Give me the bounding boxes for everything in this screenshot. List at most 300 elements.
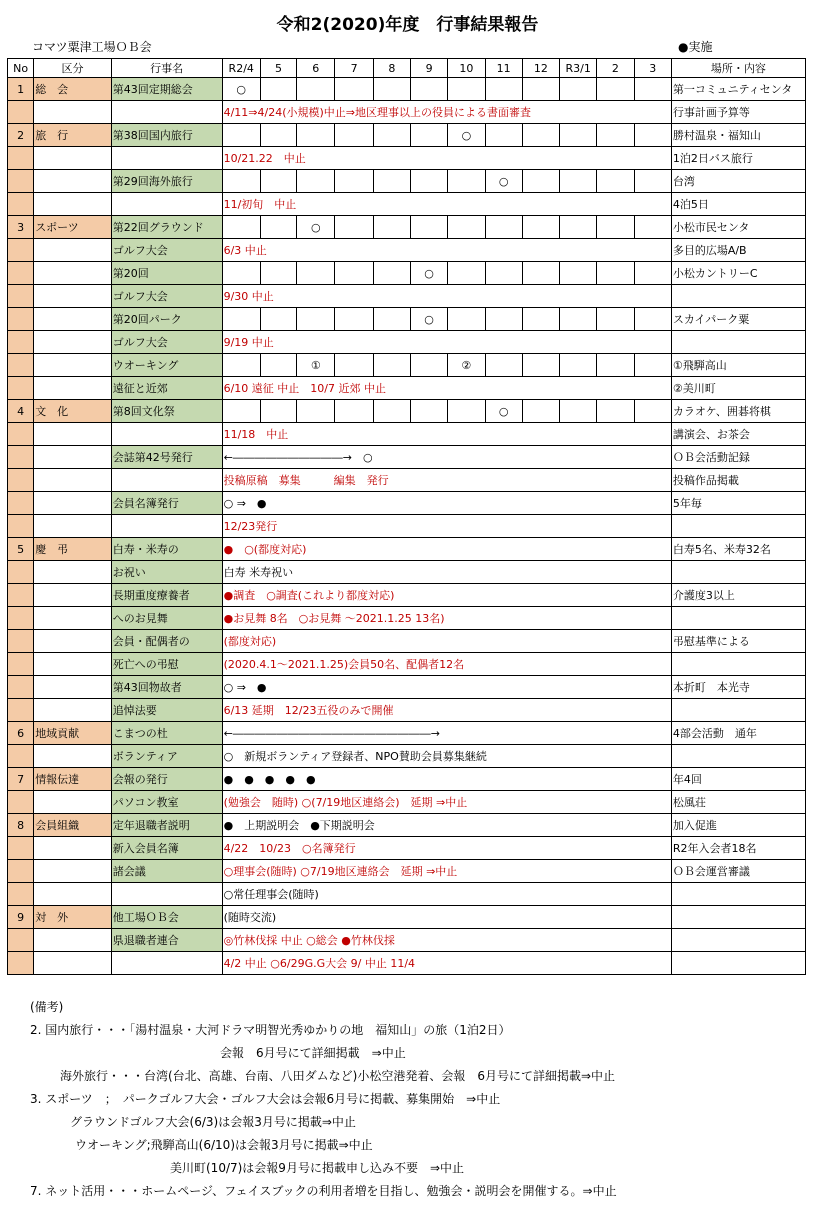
row-schedule-text: 9/30 中止 bbox=[222, 285, 671, 308]
month-cell bbox=[522, 216, 559, 239]
row-number bbox=[8, 883, 34, 906]
month-cell bbox=[335, 78, 373, 101]
row-place: 1泊2日バス旅行 bbox=[671, 147, 805, 170]
row-category bbox=[34, 653, 112, 676]
row-event: ボランティア bbox=[111, 745, 222, 768]
month-cell bbox=[297, 124, 335, 147]
month-cell bbox=[410, 124, 447, 147]
row-schedule-text: 12/23発行 bbox=[222, 515, 671, 538]
header-cell: No bbox=[8, 59, 34, 78]
row-schedule-text: (随時交流) bbox=[222, 906, 671, 929]
month-cell bbox=[222, 262, 260, 285]
table-row bbox=[8, 676, 806, 699]
table-row bbox=[8, 423, 806, 446]
row-number bbox=[8, 285, 34, 308]
month-cell bbox=[597, 124, 634, 147]
row-number: 1 bbox=[8, 78, 34, 101]
row-event: 他工場ＯＢ会 bbox=[111, 906, 222, 929]
row-schedule-text: ◎竹林伐採 中止 ○総会 ●竹林伐採 bbox=[222, 929, 671, 952]
month-cell bbox=[485, 216, 522, 239]
table-row bbox=[8, 561, 806, 584]
table-row bbox=[8, 400, 806, 423]
row-place bbox=[671, 331, 805, 354]
row-place: スカイパーク粟 bbox=[671, 308, 805, 331]
table-row bbox=[8, 745, 806, 768]
row-schedule-text: 11/18 中止 bbox=[222, 423, 671, 446]
table-row bbox=[8, 584, 806, 607]
row-number: 8 bbox=[8, 814, 34, 837]
month-cell bbox=[634, 124, 671, 147]
month-cell bbox=[485, 78, 522, 101]
row-category bbox=[34, 561, 112, 584]
row-schedule-text: 9/19 中止 bbox=[222, 331, 671, 354]
row-event bbox=[111, 423, 222, 446]
row-event bbox=[111, 952, 222, 975]
month-cell bbox=[634, 262, 671, 285]
table-row bbox=[8, 630, 806, 653]
row-number bbox=[8, 653, 34, 676]
row-event bbox=[111, 147, 222, 170]
row-place: 松風荘 bbox=[671, 791, 805, 814]
row-schedule-text: 6/10 遠征 中止 10/7 近郊 中止 bbox=[222, 377, 671, 400]
row-place: 第一コミュニティセンタ bbox=[671, 78, 805, 101]
row-category: 総 会 bbox=[34, 78, 112, 101]
table-row bbox=[8, 607, 806, 630]
row-event: パソコン教室 bbox=[111, 791, 222, 814]
row-number bbox=[8, 239, 34, 262]
row-schedule-text: (2020.4.1～2021.1.25)会員50名、配偶者12名 bbox=[222, 653, 671, 676]
note-line: (備考) bbox=[30, 1000, 64, 1014]
note-line: 2. 国内旅行・・・「湯村温泉・大河ドラマ明智光秀ゆかりの地 福知山」の旅（1泊2日） bbox=[30, 1023, 511, 1037]
month-cell: ○ bbox=[410, 262, 447, 285]
org-name: コマツ粟津工場ＯＢ会 bbox=[32, 40, 152, 54]
row-category bbox=[34, 308, 112, 331]
table-row bbox=[8, 860, 806, 883]
header-cell: 場所・内容 bbox=[671, 59, 805, 78]
month-cell: ○ bbox=[485, 400, 522, 423]
row-category bbox=[34, 170, 112, 193]
month-cell bbox=[560, 400, 597, 423]
row-place: 台湾 bbox=[671, 170, 805, 193]
month-cell bbox=[297, 308, 335, 331]
month-cell bbox=[597, 170, 634, 193]
header-cell: 7 bbox=[335, 59, 373, 78]
month-cell bbox=[597, 400, 634, 423]
row-schedule-text: (都度対応) bbox=[222, 630, 671, 653]
row-schedule-text: 6/13 延期 12/23五役のみで開催 bbox=[222, 699, 671, 722]
month-cell bbox=[560, 124, 597, 147]
month-cell bbox=[297, 170, 335, 193]
header-cell: 12 bbox=[522, 59, 559, 78]
header-cell: 区分 bbox=[34, 59, 112, 78]
row-schedule-text: ● 上期説明会 ●下期説明会 bbox=[222, 814, 671, 837]
month-cell bbox=[597, 354, 634, 377]
table-row bbox=[8, 906, 806, 929]
table-row bbox=[8, 308, 806, 331]
row-place: ＯＢ会運営審議 bbox=[671, 860, 805, 883]
legend-implemented: ●実施 bbox=[678, 40, 713, 54]
row-place: 白寿5名、米寿32名 bbox=[671, 538, 805, 561]
row-number bbox=[8, 630, 34, 653]
row-event: 第22回グラウンド bbox=[111, 216, 222, 239]
table-row bbox=[8, 883, 806, 906]
header-cell: R3/1 bbox=[560, 59, 597, 78]
month-cell bbox=[410, 354, 447, 377]
table-row bbox=[8, 768, 806, 791]
row-number bbox=[8, 492, 34, 515]
table-row bbox=[8, 653, 806, 676]
month-cell bbox=[410, 78, 447, 101]
row-event: ゴルフ大会 bbox=[111, 285, 222, 308]
row-place: 本折町 本光寺 bbox=[671, 676, 805, 699]
row-event: 長期重度療養者 bbox=[111, 584, 222, 607]
row-category bbox=[34, 446, 112, 469]
header-cell: 2 bbox=[597, 59, 634, 78]
header-cell: 8 bbox=[373, 59, 410, 78]
row-schedule-text: 10/21.22 中止 bbox=[222, 147, 671, 170]
month-cell bbox=[373, 124, 410, 147]
month-cell: ○ bbox=[485, 170, 522, 193]
row-place: 4泊5日 bbox=[671, 193, 805, 216]
month-cell bbox=[522, 354, 559, 377]
month-cell bbox=[634, 78, 671, 101]
month-cell bbox=[560, 170, 597, 193]
note-line: 会報 6月号にて詳細掲載 ⇒中止 bbox=[220, 1046, 406, 1060]
row-event: 会員・配偶者の bbox=[111, 630, 222, 653]
header-cell: 6 bbox=[297, 59, 335, 78]
month-cell bbox=[260, 400, 296, 423]
month-cell bbox=[560, 354, 597, 377]
row-event bbox=[111, 469, 222, 492]
row-event: 第20回パーク bbox=[111, 308, 222, 331]
row-place: ＯＢ会活動記録 bbox=[671, 446, 805, 469]
row-event bbox=[111, 883, 222, 906]
month-cell bbox=[373, 216, 410, 239]
month-cell bbox=[222, 308, 260, 331]
month-cell bbox=[410, 400, 447, 423]
row-category: 慶 弔 bbox=[34, 538, 112, 561]
row-category bbox=[34, 262, 112, 285]
header-cell: 5 bbox=[260, 59, 296, 78]
row-schedule-text: ←――――――――――→ ○ bbox=[222, 446, 671, 469]
table-row bbox=[8, 469, 806, 492]
row-category: 文 化 bbox=[34, 400, 112, 423]
row-place bbox=[671, 745, 805, 768]
row-category bbox=[34, 423, 112, 446]
row-category bbox=[34, 331, 112, 354]
row-category bbox=[34, 837, 112, 860]
row-schedule-text: ●お見舞 8名 ○お見舞 ～2021.1.25 13名) bbox=[222, 607, 671, 630]
row-category bbox=[34, 745, 112, 768]
row-category bbox=[34, 515, 112, 538]
month-cell bbox=[597, 216, 634, 239]
row-place bbox=[671, 561, 805, 584]
row-category bbox=[34, 492, 112, 515]
row-place bbox=[671, 906, 805, 929]
month-cell bbox=[222, 124, 260, 147]
row-number: 3 bbox=[8, 216, 34, 239]
month-cell bbox=[260, 216, 296, 239]
table-row bbox=[8, 147, 806, 170]
row-number: 4 bbox=[8, 400, 34, 423]
month-cell bbox=[485, 308, 522, 331]
page-title: 令和2(2020)年度 行事結果報告 bbox=[276, 15, 539, 35]
row-place: 講演会、お茶会 bbox=[671, 423, 805, 446]
table-row bbox=[8, 331, 806, 354]
row-number bbox=[8, 561, 34, 584]
row-place bbox=[671, 607, 805, 630]
table-row bbox=[8, 170, 806, 193]
row-place bbox=[671, 883, 805, 906]
month-cell bbox=[485, 262, 522, 285]
row-event: 第8回文化祭 bbox=[111, 400, 222, 423]
row-place: ②美川町 bbox=[671, 377, 805, 400]
row-place: 弔慰基準による bbox=[671, 630, 805, 653]
row-place: 小松市民センタ bbox=[671, 216, 805, 239]
row-category bbox=[34, 607, 112, 630]
row-number: 2 bbox=[8, 124, 34, 147]
header-cell: 行事名 bbox=[111, 59, 222, 78]
row-event: 白寿・米寿の bbox=[111, 538, 222, 561]
row-number bbox=[8, 607, 34, 630]
month-cell bbox=[297, 78, 335, 101]
table-row bbox=[8, 515, 806, 538]
row-place bbox=[671, 699, 805, 722]
row-number bbox=[8, 929, 34, 952]
month-cell bbox=[448, 262, 485, 285]
row-category bbox=[34, 377, 112, 400]
row-event: 第20回 bbox=[111, 262, 222, 285]
row-number bbox=[8, 193, 34, 216]
row-number bbox=[8, 699, 34, 722]
row-number bbox=[8, 423, 34, 446]
month-cell bbox=[335, 124, 373, 147]
row-category bbox=[34, 952, 112, 975]
header-cell: 11 bbox=[485, 59, 522, 78]
table-row bbox=[8, 377, 806, 400]
month-cell bbox=[485, 354, 522, 377]
row-event: ウオーキング bbox=[111, 354, 222, 377]
row-category: 会員組織 bbox=[34, 814, 112, 837]
row-event: 会報の発行 bbox=[111, 768, 222, 791]
header-cell: R2/4 bbox=[222, 59, 260, 78]
note-line: ウオーキング;飛騨高山(6/10)は会報3月号に掲載⇒中止 bbox=[75, 1138, 373, 1152]
row-category bbox=[34, 883, 112, 906]
month-cell bbox=[522, 308, 559, 331]
table-row bbox=[8, 285, 806, 308]
row-category bbox=[34, 354, 112, 377]
month-cell bbox=[448, 400, 485, 423]
table-row bbox=[8, 78, 806, 101]
row-schedule-text: ○ ⇒ ● bbox=[222, 492, 671, 515]
row-number bbox=[8, 446, 34, 469]
row-event: 会員名簿発行 bbox=[111, 492, 222, 515]
row-place: 投稿作品掲載 bbox=[671, 469, 805, 492]
month-cell bbox=[485, 124, 522, 147]
row-schedule-text: ○常任理事会(随時) bbox=[222, 883, 671, 906]
month-cell bbox=[373, 400, 410, 423]
row-category bbox=[34, 193, 112, 216]
row-schedule-text: 白寿 米寿祝い bbox=[222, 561, 671, 584]
row-number bbox=[8, 331, 34, 354]
table-row bbox=[8, 791, 806, 814]
row-number bbox=[8, 170, 34, 193]
row-category bbox=[34, 285, 112, 308]
row-number bbox=[8, 262, 34, 285]
row-number bbox=[8, 354, 34, 377]
table-row bbox=[8, 722, 806, 745]
month-cell bbox=[448, 170, 485, 193]
row-event: 会誌第42号発行 bbox=[111, 446, 222, 469]
month-cell bbox=[634, 400, 671, 423]
month-cell bbox=[522, 124, 559, 147]
month-cell bbox=[410, 170, 447, 193]
month-cell bbox=[522, 400, 559, 423]
month-cell bbox=[260, 354, 296, 377]
month-cell bbox=[260, 170, 296, 193]
row-number bbox=[8, 147, 34, 170]
row-place: R2年入会者18名 bbox=[671, 837, 805, 860]
row-event: 遠征と近郊 bbox=[111, 377, 222, 400]
month-cell bbox=[335, 170, 373, 193]
month-cell bbox=[373, 308, 410, 331]
row-place: 小松カントリーC bbox=[671, 262, 805, 285]
row-number: 6 bbox=[8, 722, 34, 745]
row-event: ゴルフ大会 bbox=[111, 239, 222, 262]
row-schedule-text: 4/22 10/23 ○名簿発行 bbox=[222, 837, 671, 860]
month-cell: ○ bbox=[297, 216, 335, 239]
month-cell bbox=[634, 354, 671, 377]
month-cell bbox=[597, 308, 634, 331]
row-number bbox=[8, 837, 34, 860]
row-event bbox=[111, 193, 222, 216]
month-cell bbox=[373, 262, 410, 285]
month-cell bbox=[634, 216, 671, 239]
row-event: 新入会員名簿 bbox=[111, 837, 222, 860]
row-event: こまつの杜 bbox=[111, 722, 222, 745]
table-row bbox=[8, 538, 806, 561]
row-event: 県退職者連合 bbox=[111, 929, 222, 952]
row-place: ①飛騨高山 bbox=[671, 354, 805, 377]
row-place bbox=[671, 952, 805, 975]
row-number bbox=[8, 377, 34, 400]
table-row bbox=[8, 952, 806, 975]
row-event: 第43回物故者 bbox=[111, 676, 222, 699]
row-event bbox=[111, 515, 222, 538]
month-cell bbox=[522, 78, 559, 101]
month-cell bbox=[448, 78, 485, 101]
row-category: 地域貢献 bbox=[34, 722, 112, 745]
month-cell bbox=[522, 170, 559, 193]
note-line: 7. ネット活用・・・ホームページ、フェイスブックの利用者増を目指し、勉強会・説明会を開催する。⇒中止 bbox=[30, 1184, 617, 1198]
table-row bbox=[8, 929, 806, 952]
month-cell bbox=[373, 78, 410, 101]
row-category bbox=[34, 791, 112, 814]
month-cell bbox=[634, 170, 671, 193]
month-cell bbox=[335, 262, 373, 285]
row-place: 5年毎 bbox=[671, 492, 805, 515]
month-cell: ○ bbox=[448, 124, 485, 147]
row-place: カラオケ、囲碁将棋 bbox=[671, 400, 805, 423]
row-schedule-text: (勉強会 随時) ○(7/19地区連絡会) 延期 ⇒中止 bbox=[222, 791, 671, 814]
row-place: 多目的広場A/B bbox=[671, 239, 805, 262]
row-category: 旅 行 bbox=[34, 124, 112, 147]
row-number bbox=[8, 469, 34, 492]
month-cell bbox=[297, 262, 335, 285]
row-number bbox=[8, 515, 34, 538]
row-category: 情報伝達 bbox=[34, 768, 112, 791]
table-row bbox=[8, 101, 806, 124]
row-place bbox=[671, 653, 805, 676]
table-row bbox=[8, 193, 806, 216]
row-schedule-text: 6/3 中止 bbox=[222, 239, 671, 262]
month-cell bbox=[335, 216, 373, 239]
row-schedule-text: ●調査 ○調査(これより都度対応) bbox=[222, 584, 671, 607]
header-cell: 3 bbox=[634, 59, 671, 78]
row-number bbox=[8, 745, 34, 768]
row-category bbox=[34, 101, 112, 124]
table-row bbox=[8, 216, 806, 239]
row-category: 対 外 bbox=[34, 906, 112, 929]
row-event: 諸会議 bbox=[111, 860, 222, 883]
month-cell bbox=[260, 308, 296, 331]
month-cell bbox=[335, 308, 373, 331]
row-event: 第29回海外旅行 bbox=[111, 170, 222, 193]
month-cell bbox=[260, 262, 296, 285]
row-event: 第38回国内旅行 bbox=[111, 124, 222, 147]
row-place bbox=[671, 515, 805, 538]
row-schedule-text: ● ● ● ● ● bbox=[222, 768, 671, 791]
table-row bbox=[8, 837, 806, 860]
row-category: スポーツ bbox=[34, 216, 112, 239]
row-place: 行事計画予算等 bbox=[671, 101, 805, 124]
table-row bbox=[8, 262, 806, 285]
header-row bbox=[8, 59, 806, 78]
row-place: 介護度3以上 bbox=[671, 584, 805, 607]
month-cell bbox=[522, 262, 559, 285]
row-category bbox=[34, 676, 112, 699]
row-place: 年4回 bbox=[671, 768, 805, 791]
row-category bbox=[34, 469, 112, 492]
row-number bbox=[8, 791, 34, 814]
row-number: 5 bbox=[8, 538, 34, 561]
month-cell bbox=[373, 354, 410, 377]
month-cell bbox=[597, 262, 634, 285]
header-cell: 9 bbox=[410, 59, 447, 78]
table-row bbox=[8, 814, 806, 837]
row-place: 4部会活動 通年 bbox=[671, 722, 805, 745]
row-place bbox=[671, 929, 805, 952]
row-schedule-text: ←――――――――――――――――――→ bbox=[222, 722, 671, 745]
note-line: 3. スポーツ ； パークゴルフ大会・ゴルフ大会は会報6月号に掲載、募集開始 ⇒中止 bbox=[30, 1092, 501, 1106]
row-schedule-text: ○理事会(随時) ○7/19地区連絡会 延期 ⇒中止 bbox=[222, 860, 671, 883]
row-category bbox=[34, 699, 112, 722]
month-cell: ○ bbox=[410, 308, 447, 331]
row-schedule-text: ○ ⇒ ● bbox=[222, 676, 671, 699]
row-number bbox=[8, 308, 34, 331]
row-event bbox=[111, 101, 222, 124]
table-row bbox=[8, 354, 806, 377]
month-cell bbox=[222, 216, 260, 239]
table-row bbox=[8, 492, 806, 515]
row-event: 定年退職者説明 bbox=[111, 814, 222, 837]
row-schedule-text: 4/2 中止 ○6/29G.G大会 9/ 中止 11/4 bbox=[222, 952, 671, 975]
row-category bbox=[34, 239, 112, 262]
row-number bbox=[8, 101, 34, 124]
row-schedule-text: ○ 新規ボランティア登録者、NPO賛助会員募集継続 bbox=[222, 745, 671, 768]
month-cell: ② bbox=[448, 354, 485, 377]
row-number bbox=[8, 584, 34, 607]
